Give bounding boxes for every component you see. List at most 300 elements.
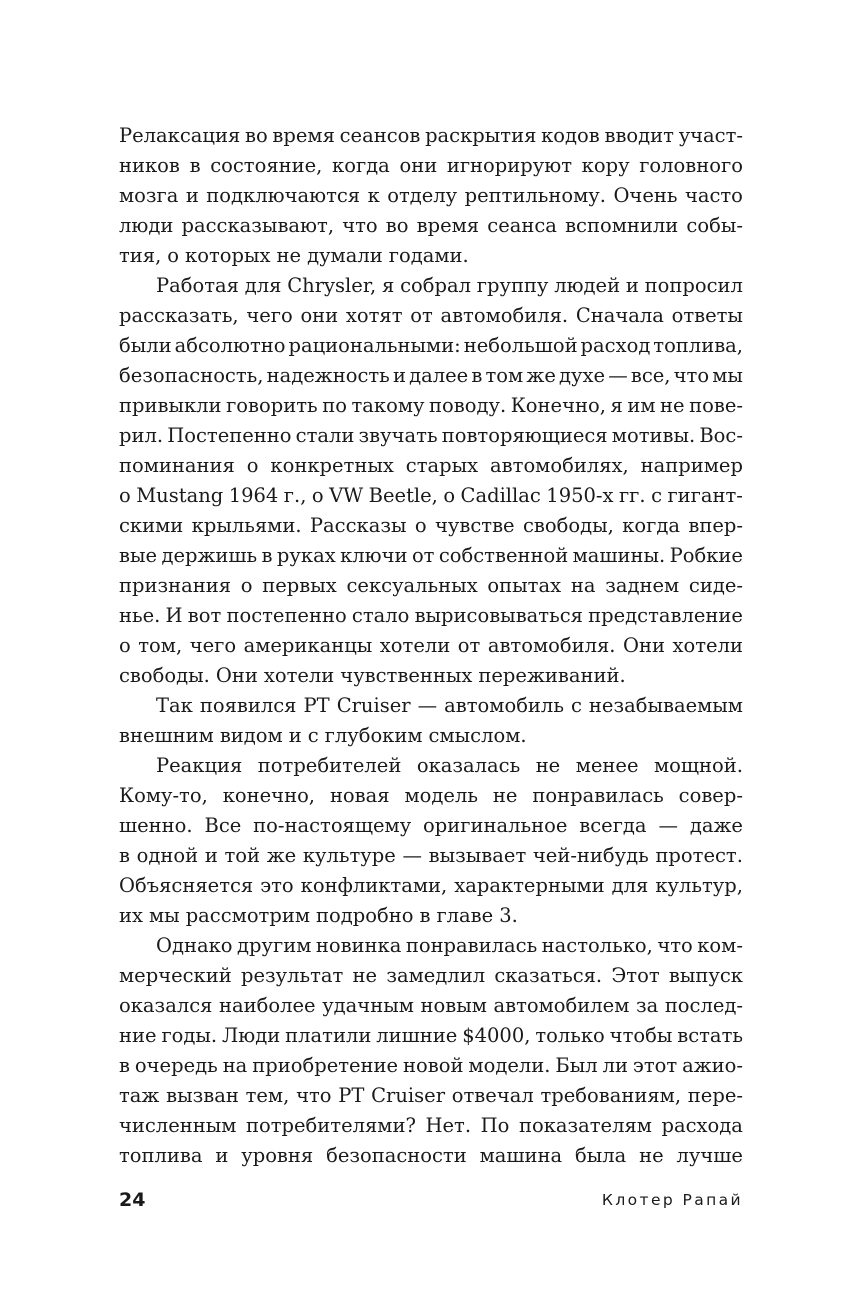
word: сексуальных bbox=[346, 574, 478, 597]
word: говорить bbox=[226, 394, 318, 417]
word: подробно bbox=[316, 904, 414, 927]
word: топлива, bbox=[653, 334, 743, 357]
word: потребителями? bbox=[246, 1114, 416, 1137]
text-line bbox=[119, 991, 743, 1021]
word: о bbox=[246, 454, 259, 477]
word: ключи bbox=[340, 544, 408, 567]
word: таж bbox=[119, 1084, 160, 1107]
word: новым bbox=[420, 994, 487, 1017]
word: на bbox=[570, 574, 596, 597]
word: модели. bbox=[468, 1054, 551, 1077]
word: подключаются bbox=[206, 184, 361, 207]
word: встать bbox=[677, 1024, 743, 1047]
text-line bbox=[119, 361, 743, 391]
word: руках bbox=[276, 544, 336, 567]
word: все, bbox=[630, 364, 671, 387]
word: поминания bbox=[119, 454, 235, 477]
word: за bbox=[635, 994, 659, 1017]
word: не bbox=[660, 394, 685, 417]
word: рассказать, bbox=[119, 304, 239, 327]
word: звучать bbox=[358, 424, 438, 447]
word: стали bbox=[295, 424, 355, 447]
text-line bbox=[119, 751, 743, 781]
word: людей bbox=[554, 274, 621, 297]
word: была bbox=[575, 1144, 627, 1167]
word: одной bbox=[136, 844, 199, 867]
text-line bbox=[119, 721, 743, 751]
word: во bbox=[244, 124, 268, 147]
word: и bbox=[215, 1144, 229, 1167]
word: кодов bbox=[541, 124, 600, 147]
word: глубоким bbox=[324, 724, 423, 747]
word: новинка bbox=[315, 934, 402, 957]
word: Реакция bbox=[156, 754, 243, 777]
word: топлива bbox=[119, 1144, 203, 1167]
text-line bbox=[119, 151, 743, 181]
text-line bbox=[119, 661, 743, 691]
word: хотели bbox=[672, 634, 743, 657]
word: машина bbox=[479, 1144, 563, 1167]
word: часто bbox=[684, 184, 743, 207]
word: чего bbox=[246, 304, 293, 327]
word: годы. bbox=[161, 1024, 218, 1047]
word: безопасности bbox=[326, 1144, 467, 1167]
word: отделу bbox=[387, 184, 458, 207]
word: отвечал bbox=[451, 1084, 534, 1107]
word: рассказывают, bbox=[181, 214, 335, 237]
text-line bbox=[119, 601, 743, 631]
word: о bbox=[240, 574, 253, 597]
word: Был bbox=[555, 1054, 598, 1077]
word: Робкие bbox=[669, 544, 743, 567]
word: Так bbox=[156, 694, 193, 717]
word: люди bbox=[119, 214, 174, 237]
word: Однако bbox=[156, 934, 233, 957]
word: и bbox=[204, 844, 218, 867]
word: выпуск bbox=[668, 964, 743, 987]
word: другим bbox=[237, 934, 312, 957]
word: первых bbox=[262, 574, 337, 597]
text-line bbox=[119, 811, 743, 841]
text-line bbox=[119, 871, 743, 901]
word: безопасность, bbox=[119, 364, 264, 387]
word: когда bbox=[332, 154, 390, 177]
text-line bbox=[119, 421, 743, 451]
word: наиболее bbox=[219, 994, 316, 1017]
word: игнорируют bbox=[446, 154, 572, 177]
word: оказался bbox=[119, 994, 213, 1017]
word: с bbox=[570, 694, 582, 717]
word: оригинальное bbox=[423, 814, 568, 837]
word: той bbox=[224, 844, 261, 867]
word: с bbox=[307, 724, 319, 747]
word: переживаний. bbox=[478, 664, 626, 687]
word: уровня bbox=[241, 1144, 314, 1167]
text-line bbox=[119, 481, 743, 511]
word: послед- bbox=[664, 994, 743, 1017]
word: что bbox=[342, 214, 378, 237]
word: Вос- bbox=[699, 424, 743, 447]
word: мерческий bbox=[119, 964, 232, 987]
word: о bbox=[414, 514, 427, 537]
word: по-настоящему bbox=[253, 814, 412, 837]
word: PT bbox=[338, 1084, 365, 1107]
word: оказалась bbox=[416, 754, 521, 777]
word: Кому-то, bbox=[119, 784, 208, 807]
word: протест. bbox=[655, 844, 743, 867]
word: не bbox=[639, 1144, 664, 1167]
word: свободы. bbox=[119, 664, 210, 687]
text-line bbox=[119, 1051, 743, 1081]
text-line bbox=[119, 631, 743, 661]
word: том bbox=[485, 364, 524, 387]
word: смыслом. bbox=[428, 724, 527, 747]
word: о bbox=[443, 484, 456, 507]
word: о bbox=[119, 634, 131, 657]
word: о bbox=[167, 244, 180, 267]
word: появился bbox=[199, 694, 297, 717]
word: по bbox=[322, 394, 347, 417]
word: Они bbox=[623, 634, 665, 657]
word: этот bbox=[632, 1054, 678, 1077]
word: мы bbox=[712, 364, 743, 387]
word: они bbox=[300, 304, 339, 327]
text-line bbox=[119, 301, 743, 331]
word: головного bbox=[639, 154, 743, 177]
word: для bbox=[244, 274, 282, 297]
word: лучше bbox=[676, 1144, 743, 1167]
word: сказаться. bbox=[494, 964, 603, 987]
word: шенно. bbox=[119, 814, 193, 837]
word: — bbox=[658, 814, 678, 837]
text-line bbox=[119, 571, 743, 601]
word: удачным bbox=[322, 994, 414, 1017]
word: вырисовываться bbox=[414, 604, 583, 627]
word: на bbox=[222, 1054, 248, 1077]
word: незабываемым bbox=[588, 694, 743, 717]
word: они bbox=[399, 154, 438, 177]
word: По bbox=[480, 1114, 510, 1137]
word: свободы, bbox=[522, 514, 614, 537]
word: Постепенно bbox=[167, 424, 292, 447]
text-line bbox=[119, 781, 743, 811]
word: новая bbox=[329, 784, 390, 807]
word: когда bbox=[622, 514, 681, 537]
word: были bbox=[119, 334, 172, 357]
word: же bbox=[266, 844, 297, 867]
word: не bbox=[535, 754, 561, 777]
word: вот bbox=[187, 604, 222, 627]
word: 3. bbox=[499, 904, 518, 927]
word: я bbox=[610, 394, 623, 417]
word: группу bbox=[476, 274, 549, 297]
word: Релаксация bbox=[119, 124, 241, 147]
word: понравилась bbox=[532, 784, 664, 807]
word: мозга bbox=[119, 184, 179, 207]
word: не bbox=[492, 784, 518, 807]
word: 1964 bbox=[228, 484, 279, 507]
word: сеансов bbox=[339, 124, 421, 147]
word: автомобиль bbox=[444, 694, 564, 717]
word: и bbox=[392, 364, 406, 387]
word: расхода bbox=[661, 1114, 743, 1137]
word: постепенно bbox=[226, 604, 347, 627]
word: тем, bbox=[245, 1084, 290, 1107]
word: настолько, bbox=[541, 934, 653, 957]
page-footer bbox=[119, 1185, 743, 1215]
word: крыльями. bbox=[191, 514, 302, 537]
word: в bbox=[471, 364, 483, 387]
word: Cruiser bbox=[336, 694, 411, 717]
word: абсолютно bbox=[174, 334, 286, 357]
word: кору bbox=[581, 154, 630, 177]
word: — bbox=[402, 844, 422, 867]
text-line bbox=[119, 1081, 743, 1111]
word: опытах bbox=[487, 574, 562, 597]
text-line bbox=[119, 961, 743, 991]
word: понравилась bbox=[405, 934, 538, 957]
word: которых bbox=[185, 244, 271, 267]
word: вспомнили bbox=[565, 214, 679, 237]
word: Cruiser bbox=[371, 1084, 446, 1107]
word: и bbox=[185, 184, 199, 207]
word: показателям bbox=[518, 1114, 652, 1137]
word: стало bbox=[351, 604, 410, 627]
word: даже bbox=[689, 814, 743, 837]
word: требованиям, bbox=[540, 1084, 682, 1107]
word: нье. bbox=[119, 604, 161, 627]
word: скими bbox=[119, 514, 184, 537]
word: ли bbox=[602, 1054, 628, 1077]
word: с bbox=[651, 484, 662, 507]
word: культуре bbox=[302, 844, 396, 867]
text-line bbox=[119, 451, 743, 481]
word: в bbox=[119, 844, 130, 867]
word: автомобиля. bbox=[440, 304, 569, 327]
word: конкретных bbox=[270, 454, 394, 477]
word: не bbox=[276, 244, 302, 267]
word: о bbox=[311, 484, 324, 507]
word: ников bbox=[119, 154, 180, 177]
word: PT bbox=[303, 694, 330, 717]
word: собы- bbox=[686, 214, 743, 237]
word: только bbox=[535, 1024, 605, 1047]
word: ком- bbox=[697, 934, 743, 957]
word: повторяющиеся bbox=[441, 424, 608, 447]
word: г., bbox=[283, 484, 307, 507]
word: же bbox=[526, 364, 556, 387]
word: 1950-х bbox=[546, 484, 614, 507]
word: автомобиля. bbox=[487, 634, 616, 657]
text-line bbox=[119, 541, 743, 571]
word: небольшой bbox=[463, 334, 578, 357]
word: духе bbox=[559, 364, 606, 387]
word: участ- bbox=[678, 124, 743, 147]
word: культур, bbox=[655, 874, 743, 897]
word: модель bbox=[404, 784, 478, 807]
word: думали bbox=[307, 244, 383, 267]
word: годами. bbox=[388, 244, 469, 267]
word: например bbox=[640, 454, 743, 477]
word: мощной. bbox=[654, 754, 743, 777]
word: Объясняется bbox=[119, 874, 254, 897]
word: Этот bbox=[611, 964, 660, 987]
word: во bbox=[385, 214, 409, 237]
text-line bbox=[119, 391, 743, 421]
word: вызывает bbox=[428, 844, 527, 867]
word: рациональными: bbox=[288, 334, 461, 357]
word: вводит bbox=[604, 124, 674, 147]
word: хотели bbox=[263, 664, 335, 687]
word: потребителей bbox=[257, 754, 402, 777]
word: рассмотрим bbox=[185, 904, 310, 927]
word: И bbox=[165, 604, 183, 627]
word: ажио- bbox=[682, 1054, 743, 1077]
word: раскрытия bbox=[425, 124, 537, 147]
word: не bbox=[352, 964, 378, 987]
word: Очень bbox=[613, 184, 678, 207]
word: — bbox=[417, 694, 438, 717]
word: от bbox=[457, 634, 481, 657]
word: и bbox=[625, 274, 639, 297]
word: чей-нибудь bbox=[532, 844, 649, 867]
word: конфликтами, bbox=[300, 874, 448, 897]
word: пере- bbox=[687, 1084, 743, 1107]
word: чувственных bbox=[340, 664, 473, 687]
text-line bbox=[119, 841, 743, 871]
word: я bbox=[381, 274, 395, 297]
word: очередь bbox=[134, 1054, 218, 1077]
word: в bbox=[189, 154, 201, 177]
text-line bbox=[119, 121, 743, 151]
word: менее bbox=[575, 754, 639, 777]
word: результат bbox=[240, 964, 344, 987]
word: впер- bbox=[688, 514, 743, 537]
word: хотели bbox=[379, 634, 451, 657]
word: далее bbox=[409, 364, 469, 387]
word: совер- bbox=[678, 784, 743, 807]
word: такому bbox=[351, 394, 425, 417]
word: хотят bbox=[345, 304, 403, 327]
word: американцы bbox=[243, 634, 373, 657]
word: к bbox=[367, 184, 380, 207]
text-line bbox=[119, 691, 743, 721]
word: Chrysler, bbox=[287, 274, 377, 297]
word: от bbox=[410, 304, 433, 327]
word: гг. bbox=[618, 484, 646, 507]
word: Нет. bbox=[425, 1114, 472, 1137]
word: внешним bbox=[119, 724, 214, 747]
word: — bbox=[608, 364, 628, 387]
text-line bbox=[119, 1021, 743, 1051]
word: время bbox=[416, 214, 480, 237]
word: что bbox=[296, 1084, 332, 1107]
word: время bbox=[272, 124, 335, 147]
word: чего bbox=[189, 634, 237, 657]
body-text bbox=[119, 121, 743, 1171]
word: лишние bbox=[376, 1024, 458, 1047]
word: приобретение bbox=[252, 1054, 399, 1077]
word: признания bbox=[119, 574, 232, 597]
text-line bbox=[119, 271, 743, 301]
word: чувстве bbox=[435, 514, 515, 537]
word: VW bbox=[329, 484, 364, 507]
word: в bbox=[419, 904, 431, 927]
text-line bbox=[119, 901, 743, 931]
word: $4000, bbox=[462, 1024, 531, 1047]
word: Mustang bbox=[136, 484, 224, 507]
word: им bbox=[627, 394, 656, 417]
word: автомобилях, bbox=[490, 454, 629, 477]
word: характерными bbox=[454, 874, 605, 897]
text-line bbox=[119, 931, 743, 961]
word: видом bbox=[219, 724, 283, 747]
text-line bbox=[119, 511, 743, 541]
word: новой bbox=[403, 1054, 464, 1077]
word: Работая bbox=[156, 274, 239, 297]
text-line bbox=[119, 211, 743, 241]
word: Сначала bbox=[575, 304, 664, 327]
word: представление bbox=[588, 604, 743, 627]
word: рил. bbox=[119, 424, 164, 447]
word: держишь bbox=[161, 544, 258, 567]
word: для bbox=[611, 874, 649, 897]
word: мы bbox=[149, 904, 180, 927]
word: численным bbox=[119, 1114, 237, 1137]
word: замедлил bbox=[386, 964, 486, 987]
word: Все bbox=[204, 814, 242, 837]
text-line bbox=[119, 181, 743, 211]
word: Cadillac bbox=[460, 484, 541, 507]
word: всегда bbox=[579, 814, 647, 837]
word: машины. bbox=[572, 544, 666, 567]
word: это bbox=[260, 874, 294, 897]
word: заднем bbox=[605, 574, 680, 597]
word: что bbox=[657, 934, 693, 957]
word: что bbox=[673, 364, 710, 387]
word: ние bbox=[119, 1024, 157, 1047]
word: вые bbox=[119, 544, 158, 567]
word: Рассказы bbox=[309, 514, 407, 537]
word: тия, bbox=[119, 244, 162, 267]
word: собственной bbox=[438, 544, 569, 567]
word: Конечно, bbox=[510, 394, 606, 417]
word: конечно, bbox=[222, 784, 316, 807]
word: автомобилем bbox=[493, 994, 630, 1017]
word: поводу. bbox=[429, 394, 507, 417]
word: рептильному. bbox=[464, 184, 606, 207]
text-line bbox=[119, 1111, 743, 1141]
word: в bbox=[261, 544, 273, 567]
text-line bbox=[119, 241, 743, 271]
word: сиде- bbox=[688, 574, 743, 597]
word: вызван bbox=[166, 1084, 239, 1107]
word: Люди bbox=[222, 1024, 281, 1047]
word: собрал bbox=[400, 274, 471, 297]
word: главе bbox=[436, 904, 494, 927]
word: Они bbox=[215, 664, 258, 687]
text-line bbox=[119, 1141, 743, 1171]
word: мотивы. bbox=[611, 424, 696, 447]
word: попросил bbox=[644, 274, 743, 297]
word: надежность bbox=[266, 364, 390, 387]
running-head-author: Клотер Рапай bbox=[601, 1191, 743, 1209]
page-number: 24 bbox=[119, 1189, 146, 1211]
word: привыкли bbox=[119, 394, 222, 417]
word: чтобы bbox=[609, 1024, 673, 1047]
word: о bbox=[119, 484, 131, 507]
word: пове- bbox=[689, 394, 743, 417]
